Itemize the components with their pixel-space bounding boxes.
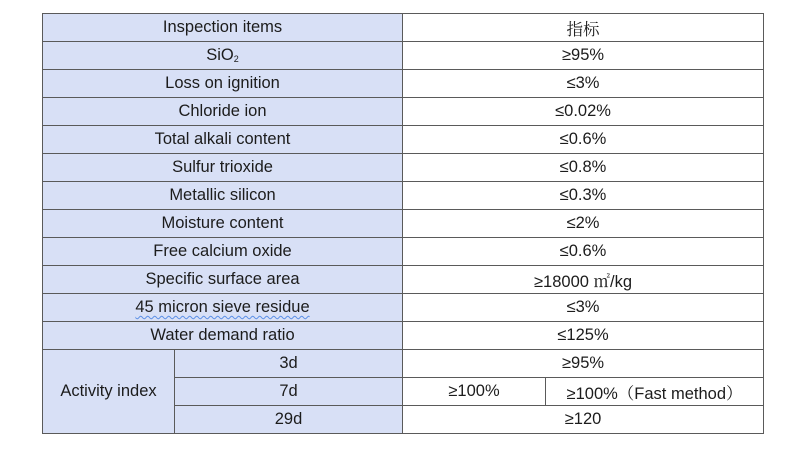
table-row-activity-3d <box>43 350 764 378</box>
table-row <box>43 266 764 294</box>
item-specific-surface-area: Specific surface area <box>43 266 403 294</box>
activity-age-29d: 29d <box>175 406 403 434</box>
header-indicator: 指标 <box>403 14 764 42</box>
header-inspection-items: Inspection items <box>43 14 403 42</box>
table-row <box>43 154 764 182</box>
value-loss-on-ignition: ≤3% <box>403 70 764 98</box>
table-header-row <box>43 14 764 42</box>
table-row <box>43 70 764 98</box>
activity-age-3d: 3d <box>175 350 403 378</box>
activity-age-7d: 7d <box>175 378 403 406</box>
value-activity-29d: ≥120 <box>403 406 764 434</box>
item-total-alkali: Total alkali content <box>43 126 403 154</box>
value-sieve-residue: ≤3% <box>403 294 764 322</box>
table-row <box>43 210 764 238</box>
item-chloride-ion: Chloride ion <box>43 98 403 126</box>
value-specific-surface-area: ≥18000 ㎡/kg <box>403 266 764 294</box>
value-activity-3d: ≥95% <box>403 350 764 378</box>
value-metallic-silicon: ≤0.3% <box>403 182 764 210</box>
value-chloride-ion: ≤0.02% <box>403 98 764 126</box>
item-sio2-subscript: 2 <box>233 54 239 64</box>
item-sio2 <box>43 42 403 70</box>
table-row <box>43 294 764 322</box>
table-row <box>43 322 764 350</box>
item-free-calcium-oxide: Free calcium oxide <box>43 238 403 266</box>
value-activity-7d: ≥100% <box>403 378 546 406</box>
item-loss-on-ignition: Loss on ignition <box>43 70 403 98</box>
table-row <box>43 98 764 126</box>
item-sulfur-trioxide: Sulfur trioxide <box>43 154 403 182</box>
table-row <box>43 182 764 210</box>
item-sio2-text: SiO <box>206 46 234 64</box>
table-row <box>43 42 764 70</box>
table-row <box>43 238 764 266</box>
item-sieve-residue <box>43 294 403 322</box>
value-activity-7d-fast: ≥100%（Fast method） <box>546 378 764 406</box>
inspection-spec-table <box>42 13 764 434</box>
item-metallic-silicon: Metallic silicon <box>43 182 403 210</box>
value-water-demand-ratio: ≤125% <box>403 322 764 350</box>
value-moisture-content: ≤2% <box>403 210 764 238</box>
item-water-demand-ratio: Water demand ratio <box>43 322 403 350</box>
item-sieve-residue-text: 45 micron sieve residue <box>135 298 310 316</box>
value-free-calcium-oxide: ≤0.6% <box>403 238 764 266</box>
value-sulfur-trioxide: ≤0.8% <box>403 154 764 182</box>
value-sio2: ≥95% <box>403 42 764 70</box>
table-row <box>43 126 764 154</box>
item-activity-index: Activity index <box>43 350 175 434</box>
item-moisture-content: Moisture content <box>43 210 403 238</box>
value-total-alkali: ≤0.6% <box>403 126 764 154</box>
